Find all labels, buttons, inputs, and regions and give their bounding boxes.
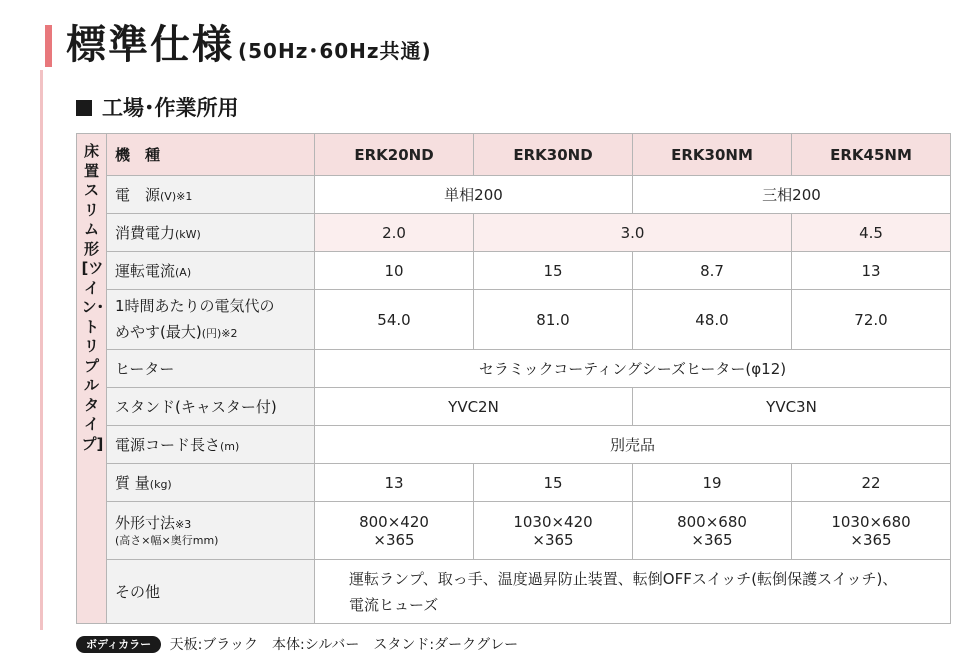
model-cell: ERK30NM [633,134,792,176]
color-stand: スタンド:ダークグレー [373,637,519,653]
weight-cell: 19 [633,464,792,502]
row-label-dimensions: 外形寸法※3 (高さ×幅×奥行mm) [107,502,315,560]
body-color-badge: ボディカラー [76,636,161,653]
power-consumption-cell: 4.5 [792,214,951,252]
spec-table [76,133,951,624]
stand-cell: YVC2N [315,388,633,426]
model-cell: ERK20ND [315,134,474,176]
row-label-other: その他 [107,560,315,624]
table-row-heater [77,350,951,388]
heater-cell: セラミックコーティングシーズヒーター(φ12) [315,350,951,388]
row-label-power-consumption: 消費電力(kW) [107,214,315,252]
table-row-other [77,560,951,624]
section-heading-text: 工場･作業所用 [102,96,239,120]
weight-cell: 22 [792,464,951,502]
accent-line [40,70,43,630]
page-title [66,17,432,79]
title-accent-bar [45,25,52,67]
current-cell: 10 [315,252,474,290]
table-row-model [77,134,951,176]
weight-cell: 13 [315,464,474,502]
power-source-cell: 三相200 [633,176,951,214]
square-bullet-icon [76,100,92,116]
table-row-dimensions [77,502,951,560]
other-cell: 運転ランプ、取っ手、温度過昇防止装置、転倒OFFスイッチ(転倒保護スイッチ)、 電流ヒューズ [315,560,951,624]
cord-cell: 別売品 [315,426,951,464]
current-cell: 15 [474,252,633,290]
table-row-stand [77,388,951,426]
cost-cell: 72.0 [792,290,951,350]
table-row-current [77,252,951,290]
row-label-weight: 質 量(kg) [107,464,315,502]
dimension-cell: 1030×420 ×365 [474,502,633,560]
current-cell: 8.7 [633,252,792,290]
model-cell: ERK45NM [792,134,951,176]
current-cell: 13 [792,252,951,290]
row-label-cost: 1時間あたりの電気代の めやす(最大)(円)※2 [107,290,315,350]
row-label-power-source: 電 源(V)※1 [107,176,315,214]
row-label-model: 機 種 [107,134,315,176]
power-source-cell: 単相200 [315,176,633,214]
title-text: 標準仕様 [66,22,234,68]
table-row-cost [77,290,951,350]
model-cell: ERK30ND [474,134,633,176]
cost-cell: 54.0 [315,290,474,350]
row-label-heater: ヒーター [107,350,315,388]
stand-cell: YVC3N [633,388,951,426]
row-label-cord: 電源コード長さ(m) [107,426,315,464]
table-row-power-consumption [77,214,951,252]
power-consumption-cell: 3.0 [474,214,792,252]
dimension-cell: 800×420 ×365 [315,502,474,560]
dimension-cell: 800×680 ×365 [633,502,792,560]
cost-cell: 48.0 [633,290,792,350]
dimension-cell: 1030×680 ×365 [792,502,951,560]
body-color-note [76,635,518,655]
cost-cell: 81.0 [474,290,633,350]
table-row-weight [77,464,951,502]
category-label: 床置スリム形[ツイン･トリプルタイプ] [77,134,107,624]
power-consumption-cell: 2.0 [315,214,474,252]
section-heading [76,94,239,122]
color-body: 本体:シルバー [272,637,360,653]
row-label-current: 運転電流(A) [107,252,315,290]
weight-cell: 15 [474,464,633,502]
title-subtitle: (50Hz･60Hz共通) [238,39,432,63]
table-row-cord [77,426,951,464]
row-label-stand: スタンド(キャスター付) [107,388,315,426]
color-top-plate: 天板:ブラック [169,637,259,653]
table-row-power-source [77,176,951,214]
